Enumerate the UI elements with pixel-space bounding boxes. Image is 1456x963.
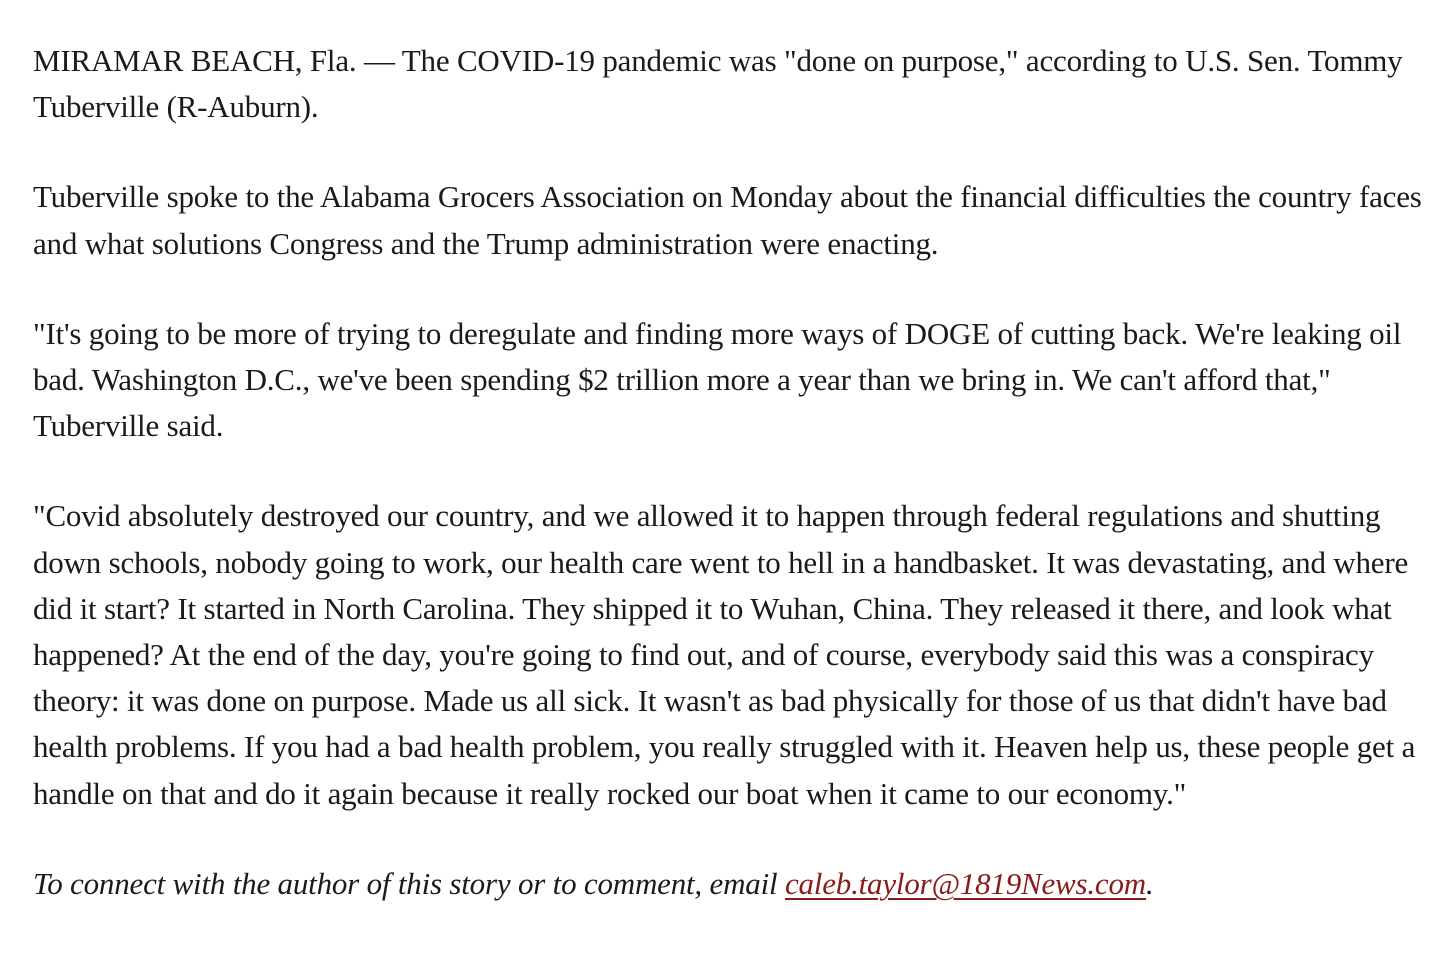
- article-paragraph-3: "It's going to be more of trying to deregulate and finding more ways of DOGE of cutting back. We're leaking oil bad. Washington D.C., we've been spending $2 trillion more a year than we bring in. We can't afford that," Tuberville said.: [33, 315, 1402, 444]
- article-paragraph-4: "Covid absolutely destroyed our country, and we allowed it to happen through federal regulations and shutting down schools, nobody going to work, our health care went to hell in a handbasket. It was devastating, and where did it start? It started in North Carolina. They shipped it to Wuhan, China. They released it there, and look what happened? At the end of the day, you're going to find out, and of course, everybody said this was a conspiracy theory: it was done on purpose. Made us all sick. It wasn't as bad physically for those of us that didn't have bad health problems. If you had a bad health problem, you really struggled with it. Heaven help us, these people get a handle on that and do it again because it really rocked our boat when it came to our economy.": [33, 498, 1416, 811]
- article-body: [33, 38, 1428, 907]
- author-contact-suffix: .: [1145, 865, 1154, 901]
- author-contact-prefix: To connect with the author of this story or to comment, email: [33, 865, 785, 901]
- article-paragraph-2: Tuberville spoke to the Alabama Grocers Association on Monday about the financial difficulties the country faces and what solutions Congress and the Trump administration were enacting.: [33, 179, 1422, 261]
- author-contact-note: [33, 861, 1428, 907]
- author-email-link[interactable]: caleb.taylor@1819News.com: [784, 865, 1146, 901]
- article-paragraph-1: MIRAMAR BEACH, Fla. — The COVID-19 pandemic was "done on purpose," according to U.S. Sen. Tommy Tuberville (R-Auburn).: [33, 43, 1403, 125]
